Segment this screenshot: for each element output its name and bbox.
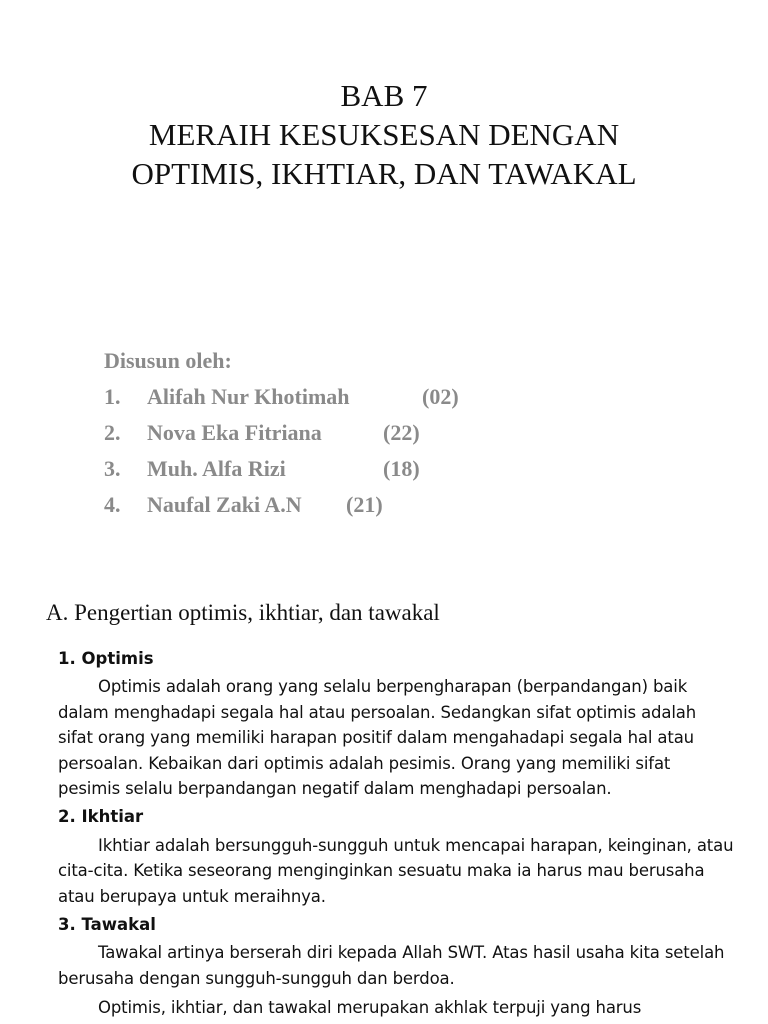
chapter-number: BAB 7 <box>340 78 428 113</box>
paragraph-closing: Optimis, ikhtiar, dan tawakal merupakan akhlak terpuji yang harus <box>98 998 642 1018</box>
subsection-heading-tawakal: 3. Tawakal <box>58 915 156 935</box>
paragraph-ikhtiar: Ikhtiar adalah bersungguh-sungguh untuk mencapai harapan, keinginan, atau cita-cita. Ketika seseorang menginginkan sesuatu maka ia harus mau berusaha atau berupaya untuk meraihnya. <box>58 835 734 906</box>
section-body <box>58 646 734 1024</box>
paragraph-tawakal: Tawakal artinya berserah diri kepada Allah SWT. Atas hasil usaha kita setelah berusaha dengan sungguh-sungguh dan berdoa. <box>58 943 725 988</box>
author-number: 1. <box>104 384 121 409</box>
chapter-title-line-2: OPTIMIS, IKHTIAR, DAN TAWAKAL <box>131 156 637 191</box>
author-number: 4. <box>104 492 121 517</box>
section-heading: A. Pengertian optimis, ikhtiar, dan tawakal <box>46 600 440 625</box>
chapter-title-line-1: MERAIH KESUKSESAN DENGAN <box>148 117 620 152</box>
author-name: Alifah Nur Khotimah <box>147 384 350 409</box>
author-number: 3. <box>104 456 121 481</box>
author-row <box>104 487 383 523</box>
author-id: (02) <box>422 384 459 409</box>
authors-block <box>104 343 459 523</box>
author-name: Nova Eka Fitriana <box>147 420 322 445</box>
author-id: (22) <box>383 420 420 445</box>
author-row <box>104 379 459 415</box>
author-row <box>104 451 420 487</box>
subsection-heading-optimis: 1. Optimis <box>58 649 154 668</box>
paragraph-optimis: Optimis adalah orang yang selalu berpengharapan (berpandangan) baik dalam menghadapi segala hal atau persoalan. Sedangkan sifat optimis adalah sifat orang yang memiliki harapan positif dalam mengahadapi segala hal atau persoalan. Kebaikan dari optimis adalah pesimis. Orang yang memiliki sifat pesimis selalu berpandangan negatif dalam menghadapi persoalan. <box>58 677 697 799</box>
author-id: (21) <box>346 492 383 517</box>
author-id: (18) <box>383 456 420 481</box>
chapter-title <box>0 76 768 193</box>
subsection-heading-ikhtiar: 2. Ikhtiar <box>58 807 144 827</box>
author-number: 2. <box>104 420 121 445</box>
authors-heading: Disusun oleh: <box>104 348 232 373</box>
author-name: Muh. Alfa Rizi <box>147 456 286 481</box>
author-row <box>104 415 420 451</box>
author-name: Naufal Zaki A.N <box>147 492 302 517</box>
